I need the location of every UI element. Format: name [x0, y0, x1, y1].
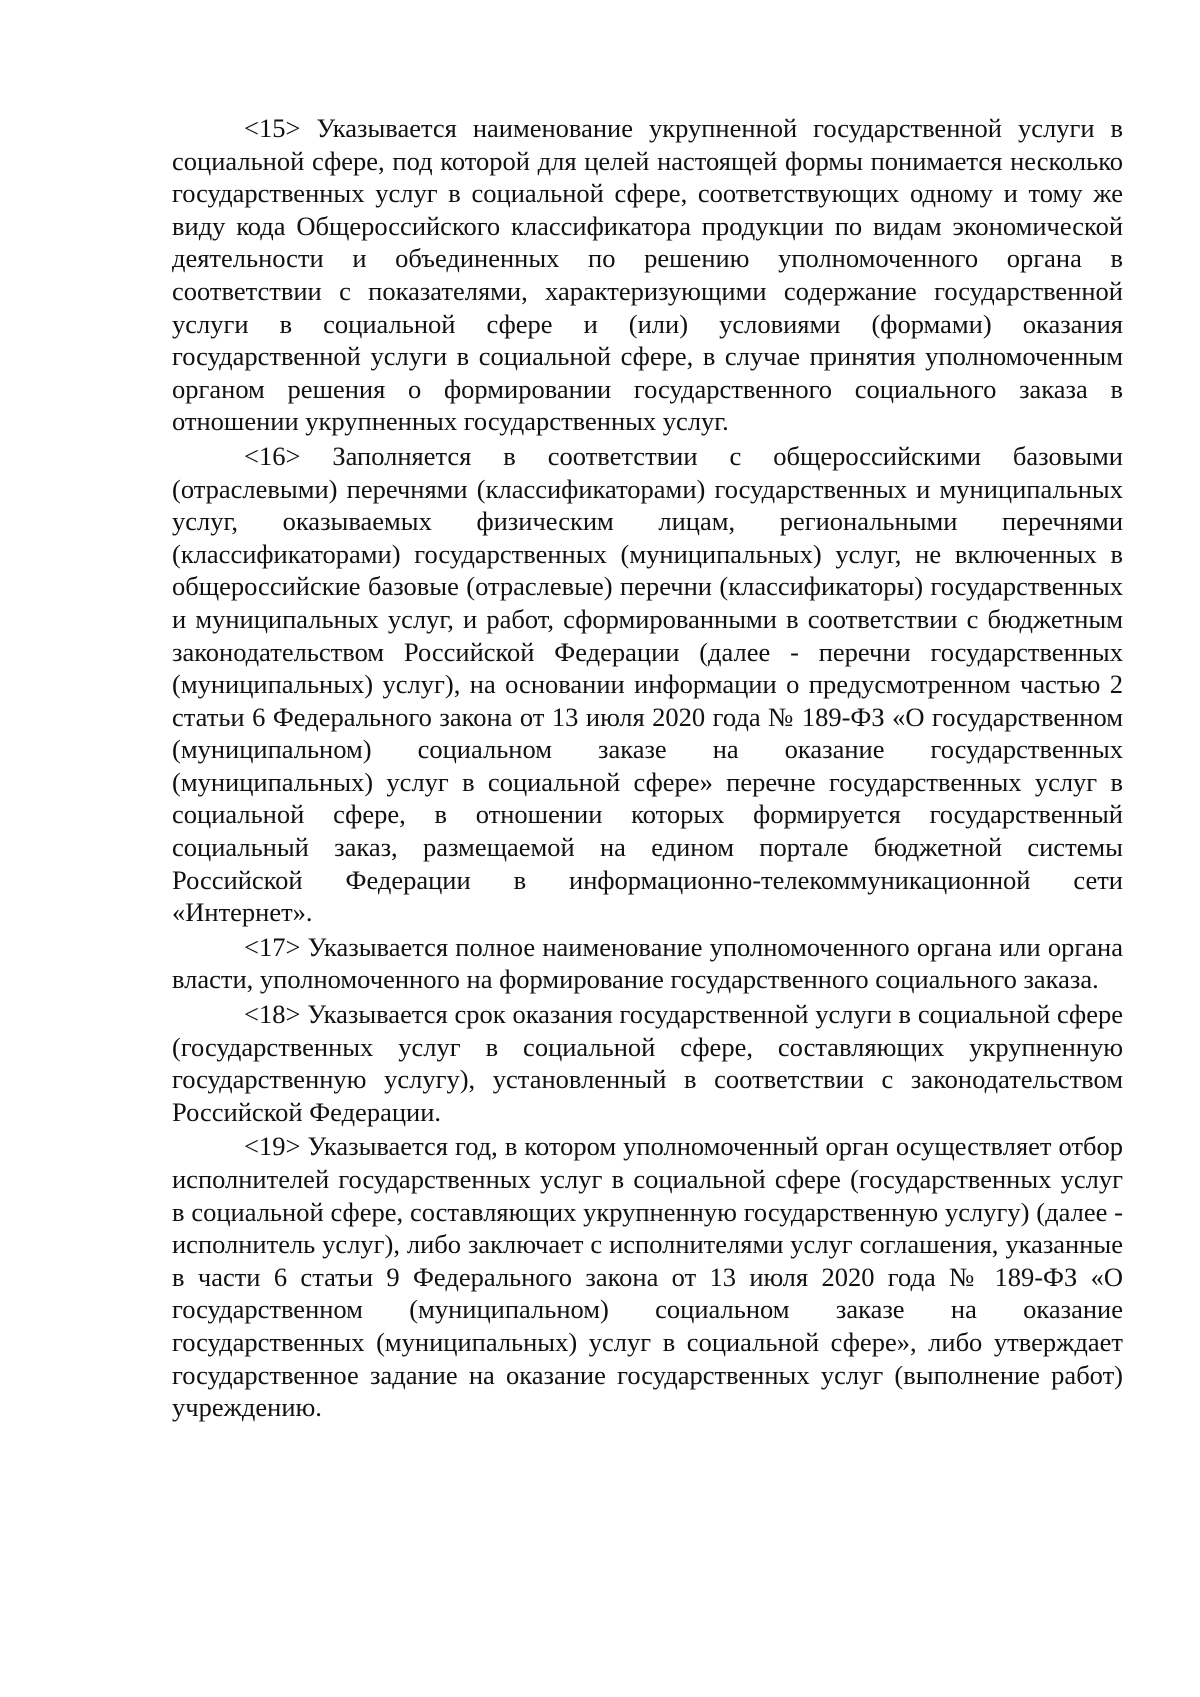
footnotes-section — [172, 112, 1123, 1426]
footnote-15: <15> Указывается наименование укрупненной государственной услуги в социальной сфере, под которой для целей настоящей формы понимается несколько государственных услуг в социальной сфере, соответствующих одному и тому же виду кода Общероссийского классификатора продукции по видам экономической деятельности и объединенных по решению уполномоченного органа в соответствии с показателями, характеризующими содержание государственной услуги в социальной сфере и (или) условиями (формами) оказания государственной услуги в социальной сфере, в случае принятия уполномоченным органом решения о формировании государственного социального заказа в отношении укрупненных государственных услуг. — [172, 113, 1123, 437]
footnote-19: <19> Указывается год, в котором уполномоченный орган осуществляет отбор исполнителей государственных услуг в социальной сфере (государственных услуг в социальной сфере, составляющих укрупненную государственную услугу) (далее - исполнитель услуг), либо заключает с исполнителями услуг соглашения, указанные в части 6 статьи 9 Федерального закона от 13 июля 2020 года № 189-ФЗ «О государственном (муниципальном) социальном заказе на оказание государственных (муниципальных) услуг в социальной сфере», либо утверждает государственное задание на оказание государственных услуг (выполнение работ) учреждению. — [172, 1131, 1123, 1423]
footnote-17: <17> Указывается полное наименование уполномоченного органа или органа власти, уполномоченного на формирование государственного социального заказа. — [172, 931, 1123, 995]
footnote-16: <16> Заполняется в соответствии с общероссийскими базовыми (отраслевыми) перечнями (классификаторами) государственных и муниципальных услуг, оказываемых физическим лицам, региональными перечнями (классификаторами) государственных (муниципальных) услуг, не включенных в общероссийские базовые (отраслевые) перечни (классификаторы) государственных и муниципальных услуг, и работ, сформированными в соответствии с бюджетным законодательством Российской Федерации (далее - перечни государственных (муниципальных) услуг), на основании информации о предусмотренном частью 2 статьи 6 Федерального закона от 13 июля 2020 года № 189-ФЗ «О государственном (муниципальном) социальном заказе на оказание государственных (муниципальных) услуг в социальной сфере» перечне государственных услуг в социальной сфере, в отношении которых формируется государственный социальный заказ, размещаемой на едином портале бюджетной системы Российской Федерации в информационно-телекоммуникационной сети «Интернет». — [172, 440, 1123, 928]
footnote-18: <18> Указывается срок оказания государственной услуги в социальной сфере (государственных услуг в социальной сфере, составляющих укрупненную государственную услугу), установленный в соответствии с законодательством Российской Федерации. — [172, 999, 1123, 1127]
